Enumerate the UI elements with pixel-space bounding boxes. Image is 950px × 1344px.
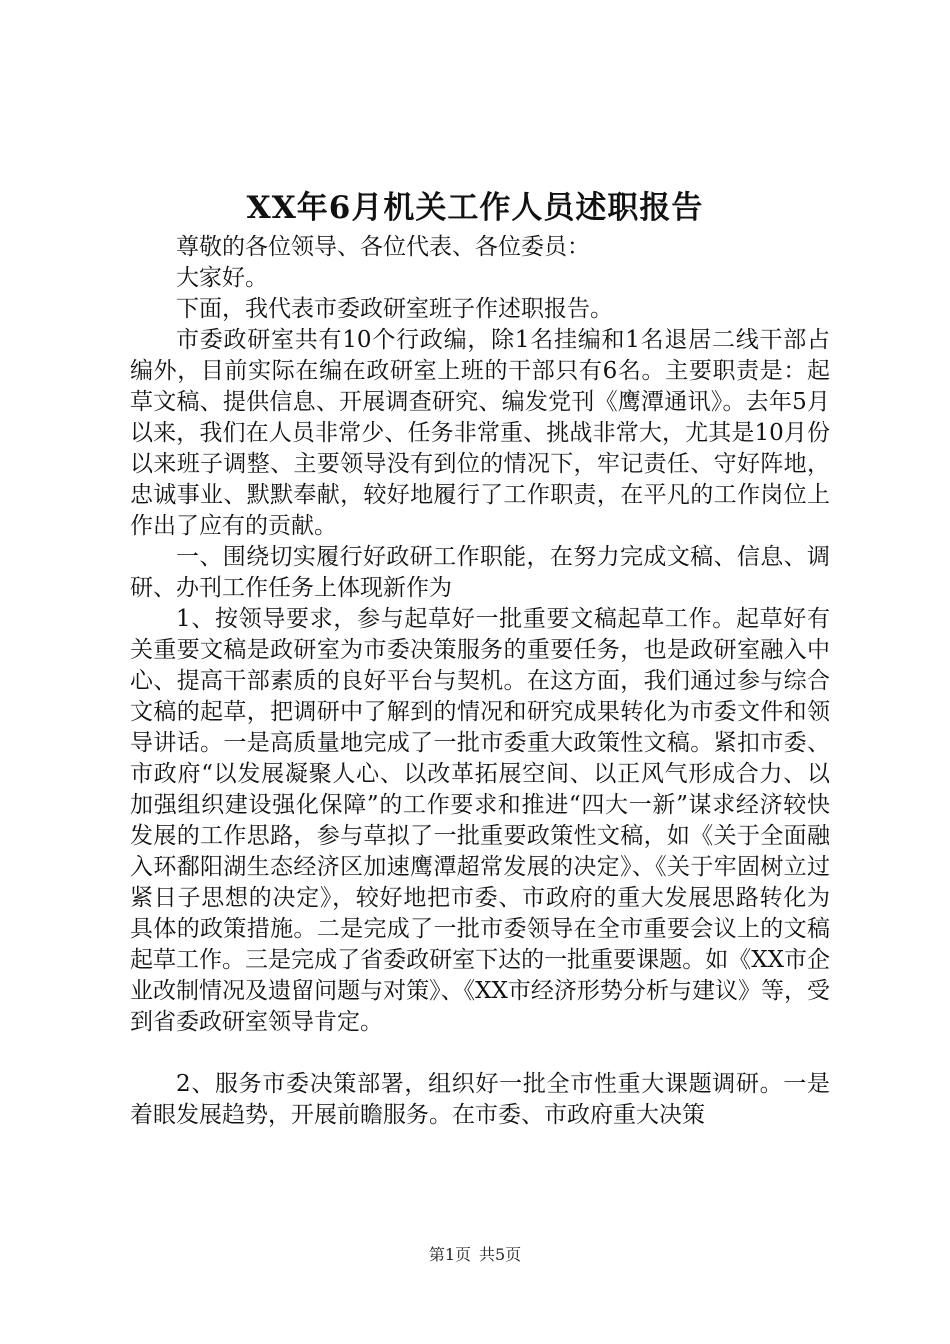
page-number: 第1页 — [428, 1245, 471, 1264]
item-paragraph-2: 2、服务市委决策部署，组织好一批全市性重大课题调研。一是着眼发展趋势，开展前瞻服务。在市委、市政府重大决策 — [130, 1071, 830, 1128]
document-title: XX年6月机关工作人员述职报告 — [246, 190, 704, 226]
page-footer — [0, 1244, 950, 1266]
salutation-paragraph: 尊敬的各位领导、各位代表、各位委员： — [176, 234, 590, 260]
overview-paragraph: 市委政研室共有10个行政编，除1名挂编和1名退居二线干部占编外，目前实际在编在政研室上班的干部只有6名。主要职责是：起草文稿、提供信息、开展调查研究、编发党刊《鹰潭通讯》。去年5月以来，我们在人员非常少、任务非常重、挑战非常大，尤其是10月份以来班子调整、主要领导没有到位的情况下，牢记责任、守好阵地，忠诚事业、默默奉献，较好地履行了工作职责，在平凡的工作岗位上作出了应有的贡献。 — [130, 327, 830, 539]
intro-paragraph: 下面，我代表市委政研室班子作述职报告。 — [176, 296, 613, 322]
page-total: 共5页 — [479, 1245, 522, 1264]
item-paragraph-1: 1、按领导要求，参与起草好一批重要文稿起草工作。起草好有关重要文稿是政研室为市委决策服务的重要任务，也是政研室融入中心、提高干部素质的良好平台与契机。在这方面，我们通过参与综合文稿的起草，把调研中了解到的情况和研究成果转化为市委文件和领导讲话。一是高质量地完成了一批市委重大政策性文稿。紧扣市委、市政府“以发展凝聚人心、以改革拓展空间、以正风气形成合力、以加强组织建设强化保障”的工作要求和推进“四大一新”谋求经济较快发展的工作思路，参与草拟了一批重要政策性文稿，如《关于全面融入环鄱阳湖生态经济区加速鹰潭超常发展的决定》、《关于牢固树立过紧日子思想的决定》，较好地把市委、市政府的重大发展思路转化为具体的政策措施。二是完成了一批市委领导在全市重要会议上的文稿起草工作。三是完成了省委政研室下达的一批重要课题。如《XX市企业改制情况及遗留问题与对策》、《XX市经济形势分析与建议》等，受到省委政研室领导肯定。 — [130, 606, 830, 1035]
greeting-paragraph: 大家好。 — [176, 265, 268, 291]
document-body — [130, 232, 830, 1131]
section-heading-1: 一、围绕切实履行好政研工作职能，在努力完成文稿、信息、调研、办刊工作任务上体现新作为 — [130, 544, 830, 601]
